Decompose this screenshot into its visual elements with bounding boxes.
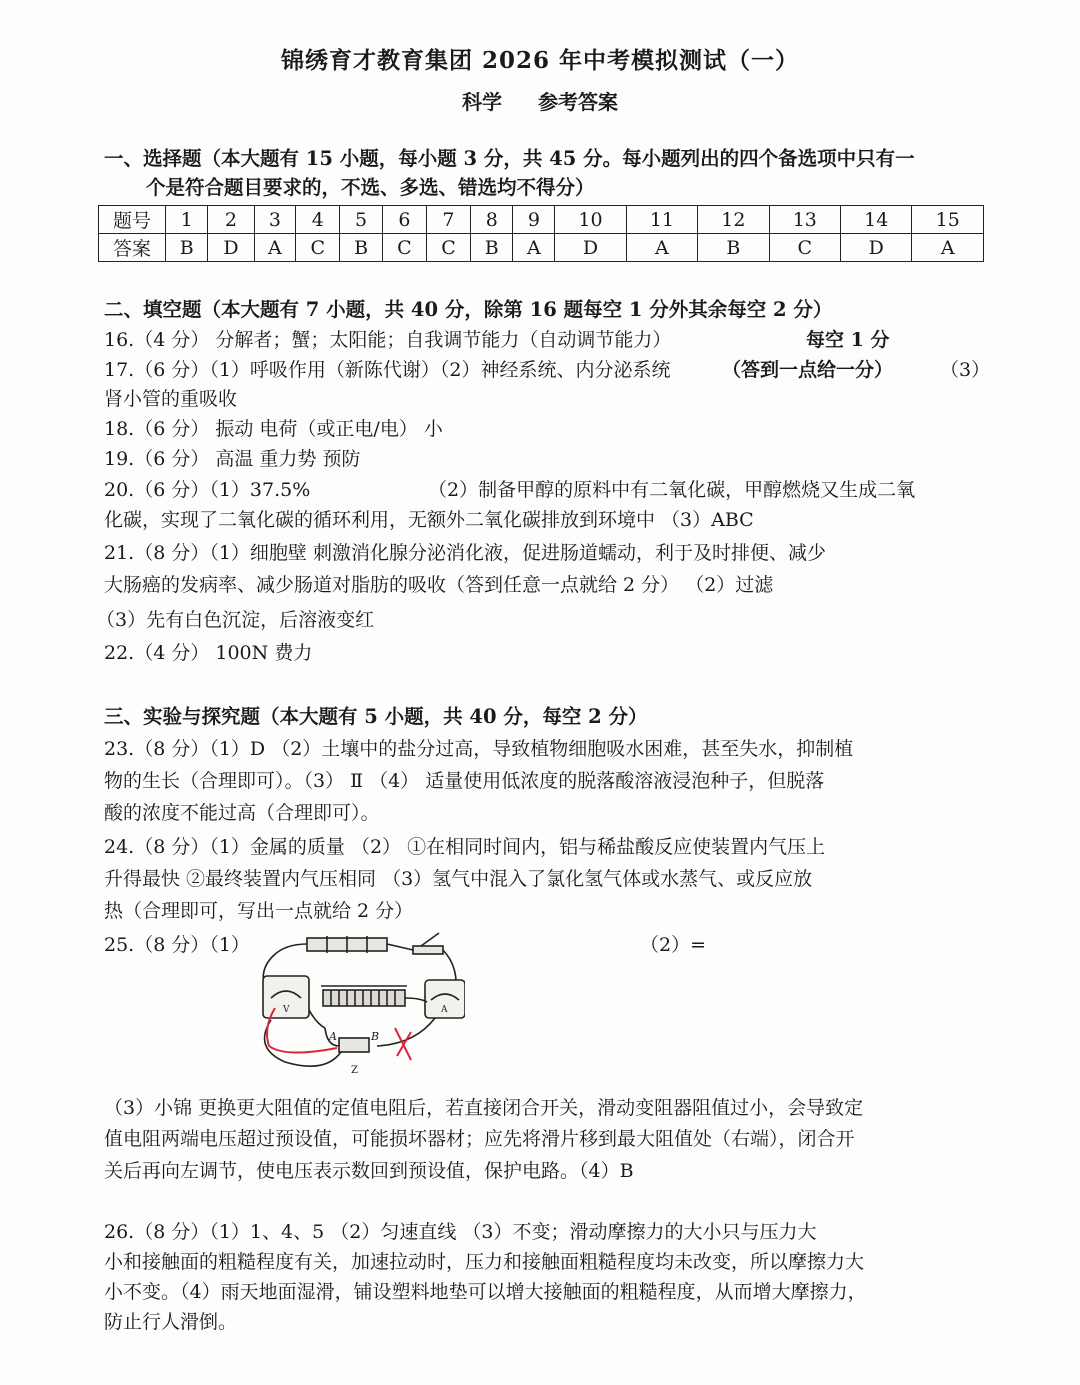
label-ammeter: A — [441, 1005, 448, 1015]
answer-q22: 22.（4 分） 100N 费力 — [104, 642, 313, 664]
table-cell: A — [513, 234, 555, 262]
table-cell: 2 — [208, 206, 254, 234]
table-cell: A — [912, 234, 984, 262]
answer-q18: 18.（6 分） 振动 电荷（或正电/电） 小 — [104, 418, 443, 440]
table-cell: 7 — [426, 206, 470, 234]
subtitle — [0, 86, 1080, 115]
label-b: B — [371, 1030, 380, 1043]
answer-q24: 24.（8 分）（1）金属的质量 （2） ①在相同时间内，铝与稀盐酸反应使装置内气压上 — [104, 836, 826, 858]
table-cell: B — [166, 234, 208, 262]
table-cell: B — [698, 234, 769, 262]
label-voltmeter: V — [283, 1005, 290, 1015]
table-cell: 15 — [912, 206, 984, 234]
row-label-answer: 答案 — [99, 234, 166, 262]
answer-q17-note: （答到一点给一分） — [722, 359, 894, 381]
table-cell: D — [555, 234, 626, 262]
table-cell: C — [382, 234, 426, 262]
row-label-number: 题号 — [99, 206, 166, 234]
answer-q21-part3: （3）先有白色沉淀，后溶液变红 — [96, 609, 375, 631]
answer-table — [98, 205, 984, 262]
table-row-numbers — [99, 206, 984, 234]
table-cell: 9 — [513, 206, 555, 234]
answer-q21: 21.（8 分）（1）细胞壁 刺激消化腺分泌消化液，促进肠道蠕动，利于及时排便、减少 — [104, 542, 826, 564]
answer-q17: 17.（6 分）（1）呼吸作用（新陈代谢）（2）神经系统、内分泌系统 — [104, 359, 671, 381]
switch-icon — [413, 946, 443, 954]
answer-q17-cont: 肾小管的重吸收 — [104, 388, 238, 410]
table-cell: 8 — [471, 206, 513, 234]
label-a: A — [329, 1030, 337, 1043]
section1-heading-cont: 个是符合题目要求的，不选、多选、错选均不得分） — [146, 176, 595, 199]
answer-q24-cont2: 热（合理即可，写出一点就给 2 分） — [104, 900, 414, 922]
answer-q20-part2: （2）制备甲醇的原料中有二氧化碳，甲醇燃烧又生成二氧 — [428, 479, 916, 501]
table-cell: B — [340, 234, 382, 262]
red-cross-mark — [395, 1028, 411, 1060]
answer-q23: 23.（8 分）（1）D （2）土壤中的盐分过高，导致植物细胞吸水困难，甚至失水，抑制植 — [104, 738, 854, 760]
answer-q25-part2: （2）= — [640, 934, 707, 956]
answer-q26-cont3: 防止行人滑倒。 — [104, 1311, 238, 1333]
table-cell: 11 — [626, 206, 697, 234]
answer-q25-cont2: 关后再向左调节，使电压表示数回到预设值，保护电路。（4）B — [104, 1160, 634, 1182]
answer-q21-cont: 大肠癌的发病率、减少肠道对脂肪的吸收（答到任意一点就给 2 分） （2）过滤 — [104, 574, 774, 596]
label-z: Z — [351, 1065, 358, 1076]
doc-type: 参考答案 — [538, 90, 618, 114]
answer-q17-part3: （3） — [940, 359, 991, 381]
table-cell: A — [626, 234, 697, 262]
answer-q25-part3: （3）小锦 更换更大阻值的定值电阻后，若直接闭合开关，滑动变阻器阻值过小，会导致定 — [104, 1097, 864, 1119]
answer-q20-cont: 化碳，实现了二氧化碳的循环利用，无额外二氧化碳排放到环境中 （3）ABC — [104, 509, 754, 531]
section3-heading: 三、实验与探究题（本大题有 5 小题，共 40 分，每空 2 分） — [104, 705, 648, 728]
table-cell: C — [426, 234, 470, 262]
table-cell: A — [254, 234, 296, 262]
table-cell: D — [841, 234, 912, 262]
table-row-answers — [99, 234, 984, 262]
table-cell: 13 — [769, 206, 840, 234]
table-cell: 14 — [841, 206, 912, 234]
table-cell: 10 — [555, 206, 626, 234]
table-cell: 5 — [340, 206, 382, 234]
table-cell: C — [769, 234, 840, 262]
page-title: 锦绣育才教育集团 2026 年中考模拟测试（一） — [280, 47, 800, 74]
answer-q25: 25.（8 分）（1） — [104, 934, 250, 956]
answer-q16-note: 每空 1 分 — [806, 329, 890, 351]
answer-q23-cont2: 酸的浓度不能过高（合理即可）。 — [104, 802, 380, 824]
table-cell: B — [471, 234, 513, 262]
section1-heading: 一、选择题（本大题有 15 小题，每小题 3 分，共 45 分。每小题列出的四个备选项中只有一 — [104, 147, 915, 170]
answer-q26-cont: 小和接触面的粗糙程度有关，加速拉动时，压力和接触面粗糙程度均未改变，所以摩擦力大 — [104, 1251, 865, 1273]
answer-q23-cont: 物的生长（合理即可）。（3） Ⅱ （4） 适量使用低浓度的脱落酸溶液浸泡种子，但脱落 — [104, 770, 825, 792]
table-cell: 3 — [254, 206, 296, 234]
table-cell: 12 — [698, 206, 769, 234]
answer-q25-cont: 值电阻两端电压超过预设值，可能损坏器材；应先将滑片移到最大阻值处（右端），闭合开 — [104, 1128, 855, 1150]
answer-q19: 19.（6 分） 高温 重力势 预防 — [104, 448, 361, 470]
answer-q26-cont2: 小不变。（4）雨天地面湿滑，铺设塑料地垫可以增大接触面的粗糙程度，从而增大摩擦力， — [104, 1281, 867, 1303]
table-cell: 4 — [296, 206, 340, 234]
resistor-icon — [339, 1038, 369, 1052]
table-cell: C — [296, 234, 340, 262]
answer-q16: 16.（4 分） 分解者；蟹；太阳能；自我调节能力（自动调节能力） — [104, 329, 672, 351]
subject: 科学 — [462, 90, 502, 114]
section2-heading: 二、填空题（本大题有 7 小题，共 40 分，除第 16 题每空 1 分外其余每空 2 分） — [104, 298, 833, 321]
table-cell: 1 — [166, 206, 208, 234]
table-cell: D — [208, 234, 254, 262]
table-cell: 6 — [382, 206, 426, 234]
circuit-diagram — [255, 928, 465, 1078]
rheostat-icon — [323, 990, 405, 1006]
answer-q26: 26.（8 分）（1）1、4、5 （2）匀速直线 （3）不变；滑动摩擦力的大小只与压力大 — [104, 1221, 817, 1243]
answer-q20: 20.（6 分）（1）37.5% — [104, 479, 311, 501]
answer-q24-cont: 升得最快 ②最终装置内气压相同 （3）氢气中混入了氯化氢气体或水蒸气、或反应放 — [104, 868, 813, 890]
